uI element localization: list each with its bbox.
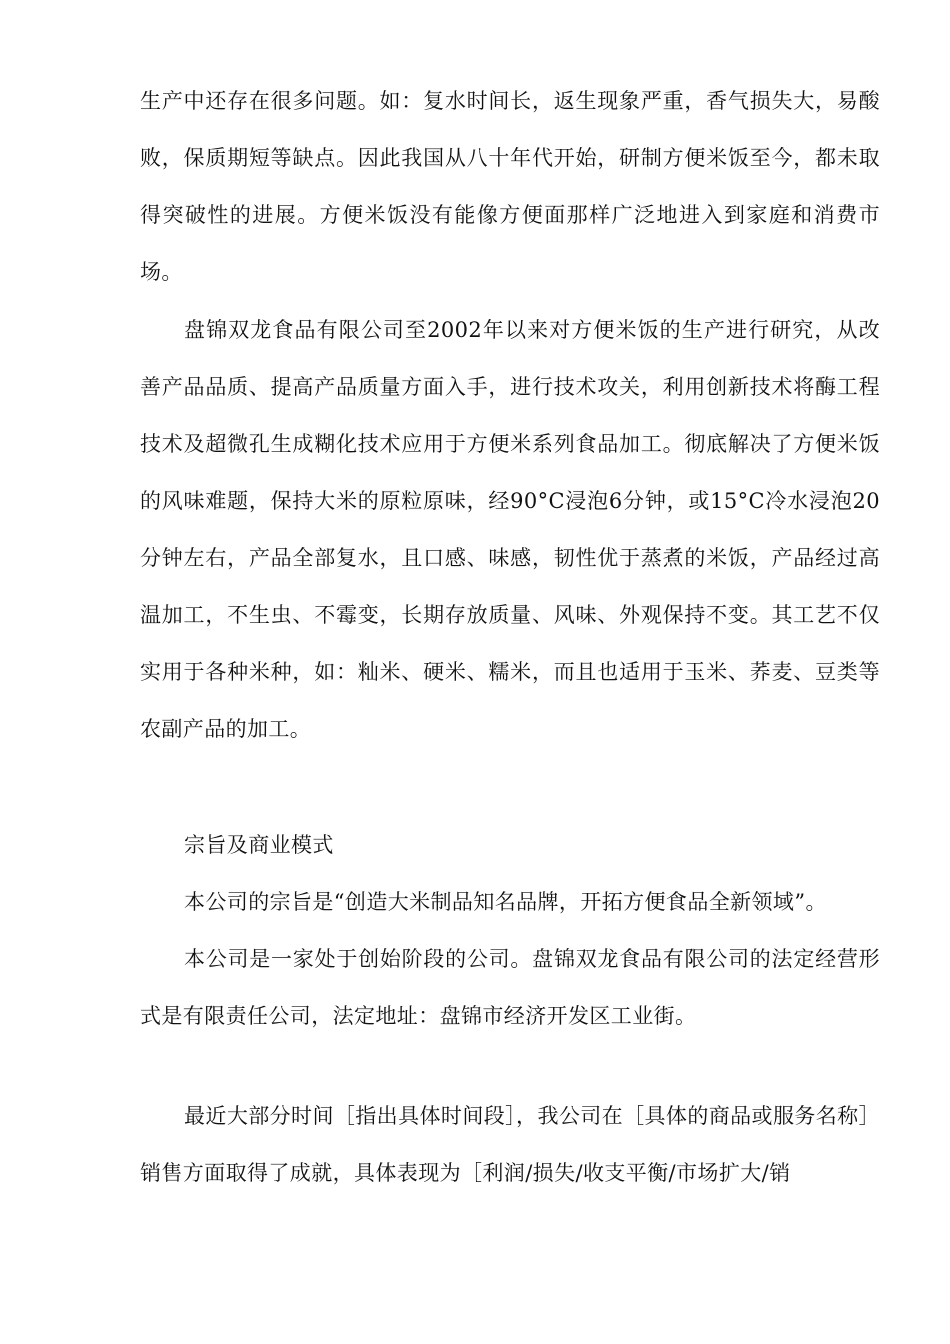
paragraph-company-mission: 本公司的宗旨是“创造大米制品知名品牌，开拓方便食品全新领域”。 (184, 890, 827, 914)
paragraph-recent-achievements: 最近大部分时间［指出具体时间段］，我公司在［具体的商品或服务名称］销售方面取得了成就，具体表现为［利润/损失/收支平衡/市场扩大/销 (140, 1104, 880, 1185)
paragraph-company-form: 本公司是一家处于创始阶段的公司。盘锦双龙食品有限公司的法定经营形式是有限责任公司，法定地址：盘锦市经济开发区工业街。 (140, 947, 880, 1028)
section-heading: 宗旨及商业模式 (184, 833, 334, 857)
paragraph-rice-problems: 生产中还存在很多问题。如：复水时间长，返生现象严重，香气损失大，易酸败，保质期短等缺点。因此我国从八十年代开始，研制方便米饭至今，都未取得突破性的进展。方便米饭没有能像方便面那样广泛地进入到家庭和消费市场。 (140, 89, 880, 284)
paragraph-company-research: 盘锦双龙食品有限公司至2002年以来对方便米饭的生产进行研究，从改善产品品质、提高产品质量方面入手，进行技术攻关，利用创新技术将酶工程技术及超微孔生成糊化技术应用于方便米系列食品加工。彻底解决了方便米饭的风味难题，保持大米的原粒原味，经90°C浸泡6分钟，或15°C冷水浸泡20分钟左右，产品全部复水，且口感、味感，韧性优于蒸煮的米饭，产品经过高温加工，不生虫、不霉变，长期存放质量、风味、外观保持不变。其工艺不仅实用于各种米种，如：籼米、硬米、糯米，而且也适用于玉米、荞麦、豆类等农副产品的加工。 (140, 318, 880, 741)
